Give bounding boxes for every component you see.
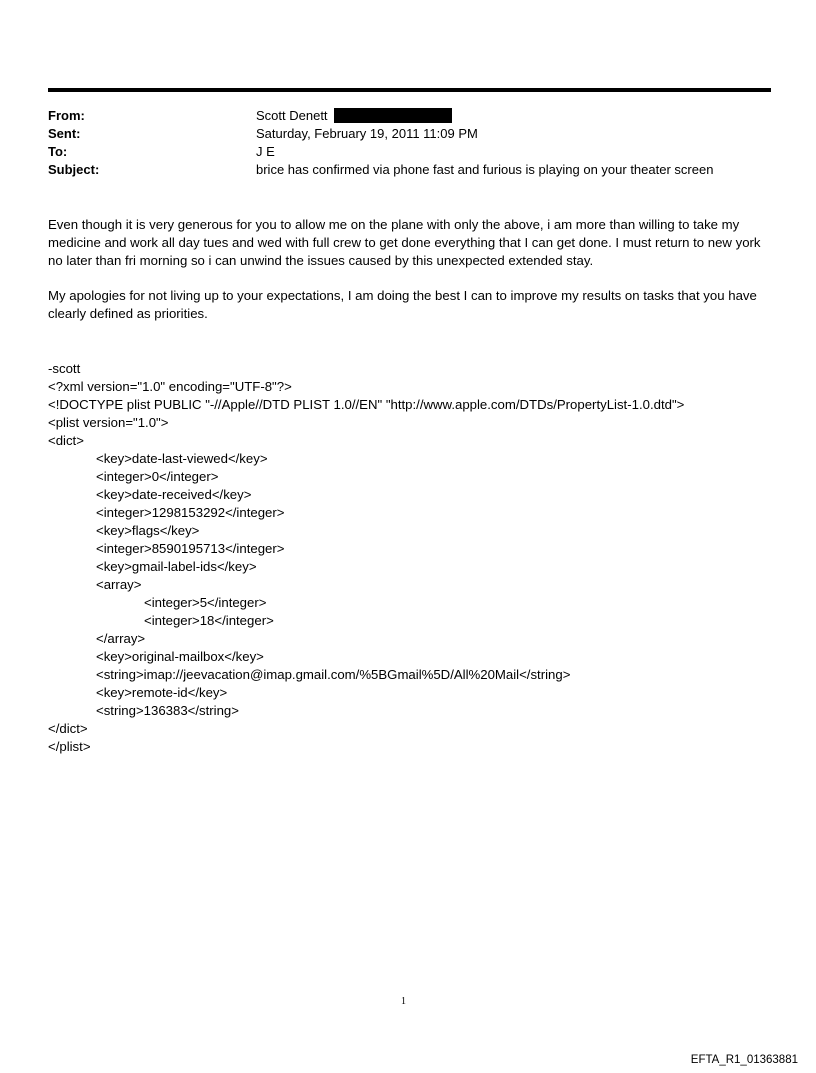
plist-line: <key>flags</key> — [96, 523, 200, 538]
page-number: 1 — [401, 996, 406, 1007]
sender-name: Scott Denett — [256, 108, 328, 123]
plist-line: <integer>0</integer> — [96, 469, 219, 484]
plist-line: <integer>8590195713</integer> — [96, 541, 285, 556]
plist-line: <key>date-last-viewed</key> — [96, 451, 268, 466]
plist-line: <key>date-received</key> — [96, 487, 252, 502]
header-divider — [48, 88, 771, 92]
plist-line: </dict> — [48, 721, 88, 736]
plist-line: <dict> — [48, 433, 84, 448]
plist-line: <integer>1298153292</integer> — [96, 505, 285, 520]
plist-line: <integer>18</integer> — [144, 613, 274, 628]
plist-line: <?xml version="1.0" encoding="UTF-8"?> — [48, 379, 292, 394]
signature: -scott — [48, 361, 81, 376]
subject-value: brice has confirmed via phone fast and furious is playing on your theater screen — [256, 162, 714, 177]
plist-line: </array> — [96, 631, 146, 646]
from-label: From: — [48, 108, 85, 123]
body-paragraph-2: My apologies for not living up to your expectations, I am doing the best I can to improve my results on tasks that you have clearly defined as priorities. — [48, 288, 757, 321]
to-value: J E — [256, 144, 275, 159]
plist-line: <string>136383</string> — [96, 703, 239, 718]
redaction-box — [334, 108, 452, 123]
plist-line: <string>imap://jeevacation@imap.gmail.com/%5BGmail%5D/All%20Mail</string> — [96, 667, 571, 682]
sent-label: Sent: — [48, 126, 81, 141]
bates-number: EFTA_R1_01363881 — [690, 1054, 798, 1066]
plist-line: <key>original-mailbox</key> — [96, 649, 264, 664]
subject-label: Subject: — [48, 162, 100, 177]
plist-line: <array> — [96, 577, 142, 592]
to-label: To: — [48, 144, 68, 159]
plist-line: <key>remote-id</key> — [96, 685, 228, 700]
plist-line: </plist> — [48, 739, 91, 754]
plist-line: <key>gmail-label-ids</key> — [96, 559, 257, 574]
plist-line: <plist version="1.0"> — [48, 415, 169, 430]
from-value — [256, 107, 452, 125]
sent-value: Saturday, February 19, 2011 11:09 PM — [256, 126, 478, 141]
body-paragraph-1: Even though it is very generous for you to allow me on the plane with only the above, i am more than willing to take my medicine and work all day tues and wed with full crew to get done everything that I can get done. I must return to new york no later than fri morning so i can unwind the issues caused by this unexpected extended stay. — [48, 217, 761, 268]
plist-line: <!DOCTYPE plist PUBLIC "-//Apple//DTD PLIST 1.0//EN" "http://www.apple.com/DTDs/PropertyList-1.0.dtd"> — [48, 397, 685, 412]
plist-line: <integer>5</integer> — [144, 595, 267, 610]
